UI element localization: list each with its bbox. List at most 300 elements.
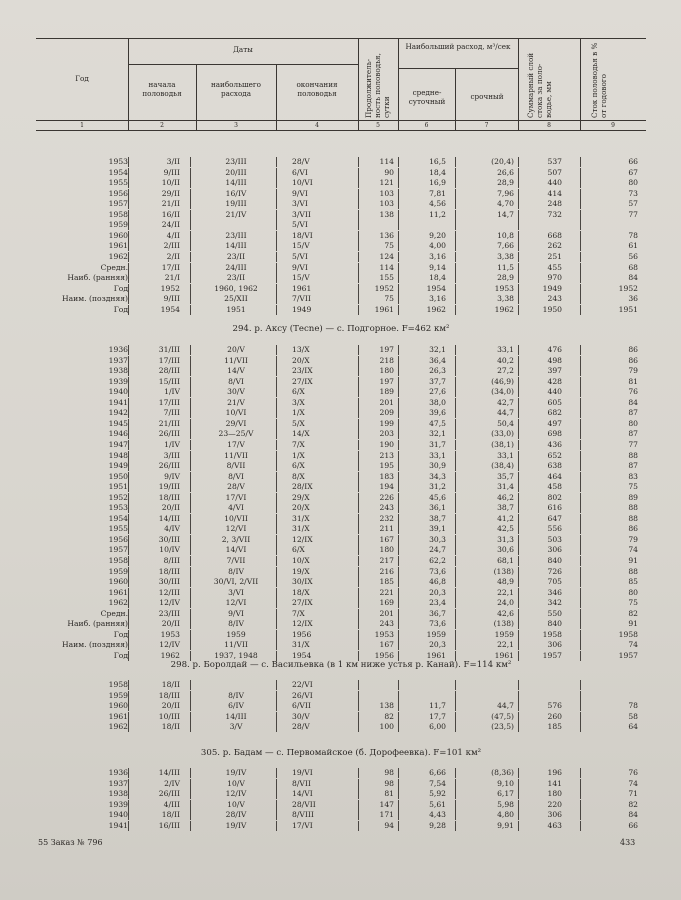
column-divider — [398, 377, 400, 387]
column-divider — [455, 356, 457, 366]
column-divider — [580, 691, 582, 701]
cell-duration: 103 — [379, 199, 394, 209]
column-divider — [190, 630, 192, 640]
cell-share: 80 — [628, 178, 638, 188]
column-divider — [398, 545, 400, 555]
column-divider — [398, 178, 400, 188]
column-divider — [398, 651, 400, 661]
column-divider — [580, 701, 582, 711]
column-divider — [128, 305, 130, 315]
column-divider — [276, 524, 278, 534]
column-divider — [190, 768, 192, 778]
cell-peak: 14/III — [225, 178, 247, 188]
cell-end: 8/VIII — [292, 810, 314, 820]
column-divider — [518, 231, 520, 241]
column-divider — [128, 419, 130, 429]
column-divider — [580, 178, 582, 188]
column-divider — [398, 461, 400, 471]
cell-end: 14/X — [292, 429, 310, 439]
column-divider — [518, 220, 520, 230]
cell-end: 26/VI — [292, 690, 313, 700]
column-divider — [276, 356, 278, 366]
cell-year: Год — [113, 650, 128, 660]
cell-end: 30/V — [292, 711, 310, 721]
cell-avg-daily: 31,7 — [429, 439, 446, 449]
table-row — [0, 366, 681, 376]
cell-end: 30/IX — [292, 577, 313, 587]
cell-peak: 4/VI — [228, 503, 244, 513]
cell-start: 30/III — [158, 534, 180, 544]
cell-instant: 6,17 — [497, 789, 514, 799]
cell-peak: 10/VI — [225, 408, 247, 418]
column-divider — [128, 220, 130, 230]
column-divider — [455, 377, 457, 387]
cell-peak: 14/V — [227, 366, 245, 376]
cell-instant: (138) — [493, 619, 514, 629]
cell-instant: 9,10 — [497, 778, 514, 788]
cell-instant: 3,38 — [497, 251, 514, 261]
column-divider — [190, 305, 192, 315]
cell-avg-daily: 11,2 — [429, 209, 446, 219]
column-divider — [455, 514, 457, 524]
table-row — [0, 640, 681, 650]
cell-end: 3/X — [292, 397, 305, 407]
column-divider — [190, 273, 192, 283]
cell-start: 26/III — [158, 461, 180, 471]
cell-avg-daily: 3,16 — [429, 251, 446, 261]
cell-duration: 138 — [379, 209, 394, 219]
cell-peak: 30/V — [227, 387, 245, 397]
column-divider — [190, 619, 192, 629]
column-divider — [455, 284, 457, 294]
cell-avg-daily: 6,66 — [429, 768, 446, 777]
column-divider — [398, 524, 400, 534]
cell-start: 1/IV — [164, 387, 180, 397]
cell-peak: 23/II — [226, 273, 246, 283]
cell-instant: 46,2 — [497, 492, 514, 502]
table-row — [0, 545, 681, 555]
column-divider — [580, 821, 582, 831]
column-divider — [128, 429, 130, 439]
colnum-rule — [36, 130, 646, 131]
column-divider — [580, 263, 582, 273]
cell-peak: 20/III — [225, 167, 247, 177]
column-divider — [580, 398, 582, 408]
cell-instant: 1959 — [494, 629, 514, 639]
cell-layer: 262 — [547, 241, 562, 251]
cell-end: 28/VII — [292, 799, 316, 809]
cell-avg-daily: 27,6 — [429, 387, 446, 397]
cell-start: 4/III — [163, 799, 180, 809]
cell-end: 1/X — [292, 408, 305, 418]
table-row — [0, 168, 681, 178]
cell-share: 88 — [628, 503, 638, 513]
column-divider — [276, 252, 278, 262]
column-divider — [455, 472, 457, 482]
cell-instant: (34,0) — [491, 387, 514, 397]
cell-duration: 218 — [379, 355, 394, 365]
table-row — [0, 800, 681, 810]
cell-end: 18/VI — [292, 230, 313, 240]
table-row — [0, 609, 681, 619]
column-divider — [190, 231, 192, 241]
column-divider — [398, 821, 400, 831]
cell-duration: 243 — [379, 619, 394, 629]
column-divider — [128, 651, 130, 661]
cell-peak: 28/IV — [225, 810, 247, 820]
column-divider — [580, 535, 582, 545]
cell-year: Наим. (поздняя) — [62, 640, 128, 650]
column-divider — [580, 252, 582, 262]
cell-layer: 970 — [547, 273, 562, 283]
cell-end: 31/X — [292, 524, 310, 534]
cell-avg-daily: 39,6 — [429, 408, 446, 418]
cell-start: 23/III — [158, 608, 180, 618]
cell-avg-daily: 36,1 — [429, 503, 446, 513]
column-divider — [455, 305, 457, 315]
table-row — [0, 461, 681, 471]
cell-peak: 25/XII — [224, 294, 248, 304]
cell-start: 26/III — [158, 429, 180, 439]
column-divider — [518, 356, 520, 366]
column-divider — [190, 398, 192, 408]
cell-year: 1959 — [108, 690, 128, 700]
column-divider — [398, 210, 400, 220]
cell-end: 28/IX — [292, 482, 313, 492]
cell-year: 1940 — [108, 387, 128, 397]
cell-instant: (38,4) — [491, 461, 514, 471]
column-divider — [580, 157, 582, 167]
cell-duration: 221 — [379, 587, 394, 597]
cell-duration: 197 — [379, 376, 394, 386]
table-row — [0, 231, 681, 241]
cell-peak: 28/V — [227, 482, 245, 492]
cell-layer: 497 — [547, 418, 562, 428]
cell-avg-daily: 31,2 — [429, 482, 446, 492]
cell-avg-daily: 6,00 — [429, 722, 446, 732]
column-divider — [455, 535, 457, 545]
column-divider — [455, 556, 457, 566]
cell-avg-daily: 38,0 — [429, 397, 446, 407]
column-divider — [455, 482, 457, 492]
column-divider — [455, 779, 457, 789]
cell-instant: (23,5) — [491, 722, 514, 732]
column-divider — [276, 640, 278, 650]
column-divider — [455, 387, 457, 397]
table-row — [0, 241, 681, 251]
cell-layer: 180 — [547, 789, 562, 799]
cell-layer: 605 — [547, 397, 562, 407]
column-divider — [190, 821, 192, 831]
column-divider — [580, 387, 582, 397]
column-divider — [455, 189, 457, 199]
column-divider — [518, 305, 520, 315]
column-divider — [518, 503, 520, 513]
cell-layer: 1949 — [542, 283, 562, 293]
table-row — [0, 567, 681, 577]
cell-avg-daily: 73,6 — [429, 566, 446, 576]
column-divider — [455, 493, 457, 503]
cell-peak: 16/IV — [225, 188, 247, 198]
column-divider — [190, 598, 192, 608]
column-divider — [398, 535, 400, 545]
table-row — [0, 598, 681, 608]
cell-duration: 155 — [379, 273, 394, 283]
column-divider — [190, 514, 192, 524]
header-instant: срочный — [470, 92, 504, 101]
cell-share: 82 — [628, 799, 638, 809]
column-divider — [128, 252, 130, 262]
table-row — [0, 398, 681, 408]
column-divider — [128, 398, 130, 408]
column-divider — [455, 524, 457, 534]
column-divider — [190, 377, 192, 387]
cell-end: 15/V — [292, 241, 310, 251]
cell-layer: 1957 — [542, 650, 562, 660]
column-divider — [276, 680, 278, 690]
cell-start: 20/II — [161, 503, 180, 513]
cell-layer: 537 — [547, 157, 562, 166]
cell-share: 74 — [628, 640, 638, 650]
column-divider — [518, 651, 520, 661]
cell-layer: 440 — [547, 387, 562, 397]
cell-peak: 19/III — [225, 199, 247, 209]
cell-avg-daily: 9,20 — [429, 230, 446, 240]
cell-duration: 185 — [379, 577, 394, 587]
cell-year: 1960 — [108, 701, 128, 711]
column-divider — [190, 199, 192, 209]
column-divider — [190, 189, 192, 199]
column-divider — [128, 482, 130, 492]
column-divider — [580, 588, 582, 598]
cell-layer: 726 — [547, 566, 562, 576]
column-divider — [190, 482, 192, 492]
column-divider — [455, 609, 457, 619]
cell-share: 61 — [628, 241, 638, 251]
column-divider — [128, 472, 130, 482]
column-divider — [276, 598, 278, 608]
cell-avg-daily: 9,28 — [429, 820, 446, 830]
column-divider — [190, 345, 192, 355]
cell-duration: 232 — [379, 513, 394, 523]
cell-start: 21/III — [158, 418, 180, 428]
cell-share: 84 — [628, 273, 638, 283]
cell-share: 75 — [628, 598, 638, 608]
cell-share: 82 — [628, 608, 638, 618]
cell-share: 74 — [628, 778, 638, 788]
column-divider — [580, 712, 582, 722]
cell-avg-daily: 46,8 — [429, 577, 446, 587]
cell-end: 29/X — [292, 492, 310, 502]
column-divider — [518, 588, 520, 598]
cell-start: 9/III — [163, 167, 180, 177]
column-divider — [580, 168, 582, 178]
cell-peak: 23/III — [225, 230, 247, 240]
column-divider — [518, 398, 520, 408]
column-divider — [580, 545, 582, 555]
cell-peak: 1959 — [226, 629, 246, 639]
cell-start: 1952 — [160, 283, 180, 293]
column-divider — [190, 408, 192, 418]
cell-share: 86 — [628, 524, 638, 534]
table-row — [0, 789, 681, 799]
table-row — [0, 263, 681, 273]
column-divider — [276, 472, 278, 482]
column-divider — [398, 451, 400, 461]
cell-end: 3/VII — [292, 209, 311, 219]
cell-end: 19/X — [292, 566, 310, 576]
column-divider — [128, 535, 130, 545]
cell-avg-daily: 20,3 — [429, 640, 446, 650]
cell-layer: 251 — [547, 251, 562, 261]
column-divider — [276, 514, 278, 524]
table-row — [0, 189, 681, 199]
cell-share: 77 — [628, 209, 638, 219]
column-divider — [580, 294, 582, 304]
column-divider — [128, 241, 130, 251]
cell-year: 1961 — [108, 711, 128, 721]
column-divider — [398, 220, 400, 230]
cell-share: 75 — [628, 482, 638, 492]
cell-instant: 68,1 — [497, 556, 514, 565]
table-row — [0, 157, 681, 167]
column-divider — [276, 545, 278, 555]
table-row — [0, 482, 681, 492]
table-row — [0, 356, 681, 366]
cell-share: 88 — [628, 566, 638, 576]
page-number: 433 — [620, 838, 636, 847]
cell-instant: 7,96 — [497, 188, 514, 198]
cell-share: 86 — [628, 355, 638, 365]
column-divider — [128, 722, 130, 732]
column-divider — [398, 168, 400, 178]
column-divider — [190, 168, 192, 178]
column-divider — [580, 482, 582, 492]
column-divider — [128, 440, 130, 450]
cell-duration: 81 — [384, 789, 394, 799]
cell-share: 64 — [628, 722, 638, 732]
column-divider — [518, 472, 520, 482]
column-divider — [190, 263, 192, 273]
column-divider — [580, 524, 582, 534]
cell-peak: 7/VII — [226, 556, 246, 565]
cell-peak: 8/IV — [228, 566, 244, 576]
cell-peak: 24/III — [225, 262, 247, 272]
cell-start: 1962 — [160, 650, 180, 660]
cell-instant: 4,80 — [497, 810, 514, 820]
cell-start: 21/II — [161, 199, 180, 209]
cell-avg-daily: 3,16 — [429, 294, 446, 304]
cell-duration: 195 — [379, 461, 394, 471]
column-divider — [580, 305, 582, 315]
column-divider — [580, 768, 582, 778]
cell-duration: 103 — [379, 188, 394, 198]
column-divider — [580, 651, 582, 661]
table-row — [0, 451, 681, 461]
column-divider — [398, 356, 400, 366]
cell-share: 76 — [628, 387, 638, 397]
column-divider — [398, 241, 400, 251]
column-divider — [518, 294, 520, 304]
column-divider — [518, 429, 520, 439]
cell-instant: 33,1 — [497, 345, 514, 354]
column-divider — [190, 440, 192, 450]
cell-share: 58 — [628, 711, 638, 721]
column-divider — [276, 440, 278, 450]
cell-duration: 138 — [379, 701, 394, 711]
column-divider — [455, 157, 457, 167]
header-dates: Даты — [233, 45, 253, 54]
column-divider — [455, 630, 457, 640]
cell-peak: 12/VI — [225, 598, 247, 608]
column-divider — [518, 461, 520, 471]
cell-share: 87 — [628, 408, 638, 418]
column-divider — [580, 356, 582, 366]
column-divider — [455, 567, 457, 577]
cell-start: 2/III — [163, 241, 180, 251]
column-divider — [190, 157, 192, 167]
cell-share: 88 — [628, 450, 638, 460]
column-divider — [580, 598, 582, 608]
col-number: 8 — [547, 122, 551, 129]
column-divider — [518, 451, 520, 461]
column-divider — [276, 722, 278, 732]
column-divider — [276, 503, 278, 513]
column-divider — [190, 429, 192, 439]
cell-start: 18/III — [158, 690, 180, 700]
cell-start: 14/III — [158, 513, 180, 523]
cell-instant: (47,5) — [491, 711, 514, 721]
column-divider — [518, 284, 520, 294]
cell-duration: 94 — [384, 820, 394, 830]
cell-layer: 342 — [547, 598, 562, 608]
cell-duration: 169 — [379, 598, 394, 608]
cell-year: 1957 — [108, 199, 128, 209]
column-divider — [455, 199, 457, 209]
cell-year: 1954 — [108, 167, 128, 177]
cell-layer: 455 — [547, 262, 562, 272]
column-divider — [398, 768, 400, 778]
cell-share: 68 — [628, 262, 638, 272]
cell-peak: 1937, 1948 — [214, 650, 258, 660]
cell-layer: 616 — [547, 503, 562, 513]
cell-layer: 220 — [547, 799, 562, 809]
cell-duration: 199 — [379, 418, 394, 428]
cell-avg-daily: 45,6 — [429, 492, 446, 502]
cell-instant: 31,3 — [497, 534, 514, 544]
cell-peak: 2, 3/VII — [221, 534, 251, 544]
column-divider — [518, 408, 520, 418]
column-divider — [455, 408, 457, 418]
column-divider — [276, 609, 278, 619]
table-row — [0, 503, 681, 513]
column-divider — [128, 387, 130, 397]
column-divider — [190, 609, 192, 619]
cell-avg-daily: 16,5 — [429, 157, 446, 166]
column-divider — [190, 294, 192, 304]
cell-end: 1961 — [292, 283, 312, 293]
cell-instant: (33,0) — [491, 429, 514, 439]
column-divider — [580, 199, 582, 209]
column-divider — [580, 640, 582, 650]
cell-share: 66 — [628, 157, 638, 166]
cell-peak: 20/V — [227, 345, 245, 354]
cell-duration: 147 — [379, 799, 394, 809]
column-divider — [190, 461, 192, 471]
column-divider — [455, 178, 457, 188]
column-divider — [190, 472, 192, 482]
column-divider — [276, 482, 278, 492]
